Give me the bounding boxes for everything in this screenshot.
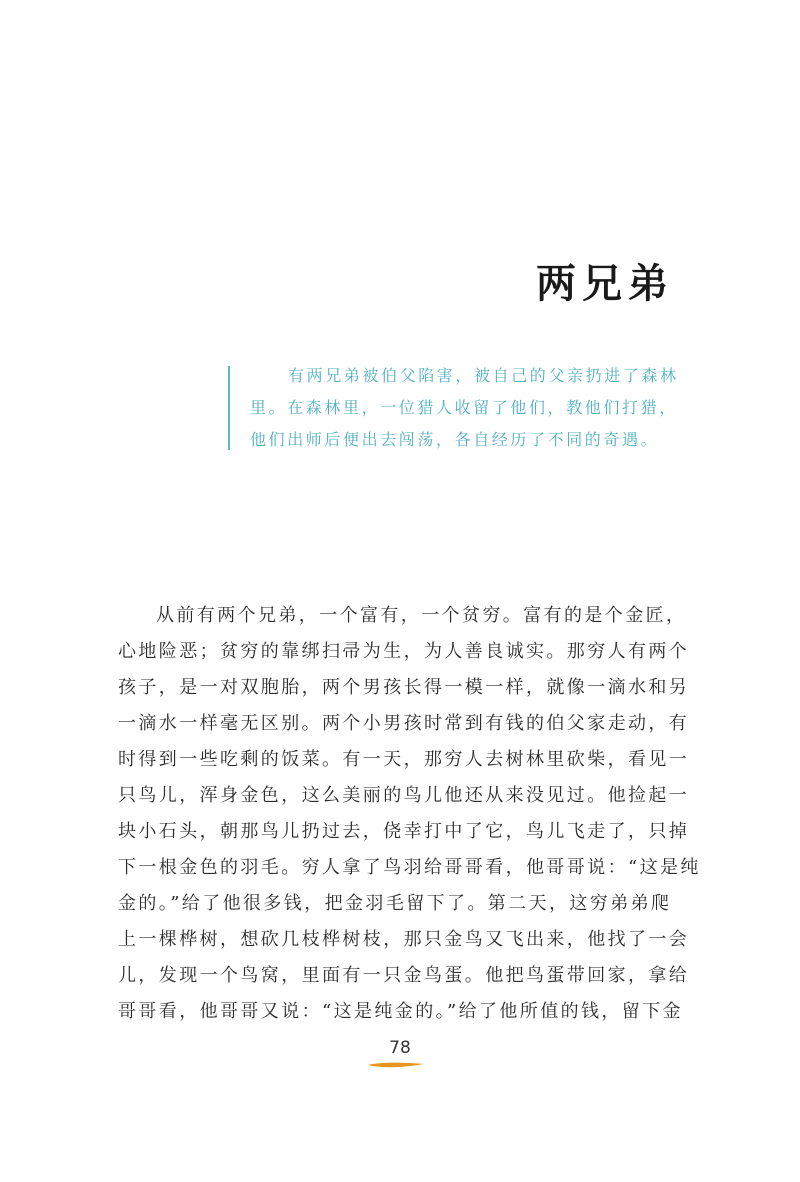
body-line: 下一根金色的羽毛。穷人拿了鸟羽给哥哥看，他哥哥说：“这是纯 bbox=[118, 857, 701, 878]
intro-accent-bar bbox=[228, 366, 230, 450]
chapter-title: 两兄弟 bbox=[536, 261, 674, 307]
chapter-intro bbox=[228, 364, 679, 449]
intro-line: 里。在森林里，一位猎人收留了他们，教他们打猎， bbox=[250, 398, 678, 417]
body-line: 心地险恶；贫穷的靠绑扫帚为生，为人善良诚实。那穷人有两个 bbox=[118, 641, 690, 662]
body-line: 从前有两个兄弟，一个富有，一个贫穷。富有的是个金匠， bbox=[156, 605, 687, 626]
body-line: 儿，发现一个鸟窝，里面有一只金鸟蛋。他把鸟蛋带回家，拿给 bbox=[118, 965, 690, 986]
body-line: 只鸟儿，浑身金色，这么美丽的鸟儿他还从来没见过。他捡起一 bbox=[118, 785, 690, 806]
page-number-swoosh-icon bbox=[366, 1058, 426, 1072]
body-line: 时得到一些吃剩的饭菜。有一天，那穷人去树林里砍柴，看见一 bbox=[118, 749, 690, 770]
body-line: 金的。”给了他很多钱，把金羽毛留下了。第二天，这穷弟弟爬 bbox=[118, 893, 672, 914]
body-line: 块小石头，朝那鸟儿扔过去，侥幸打中了它，鸟儿飞走了，只掉 bbox=[118, 821, 690, 842]
body-line: 上一棵桦树，想砍几枝桦树枝，那只金鸟又飞出来，他找了一会 bbox=[118, 929, 690, 950]
body-line: 孩子，是一对双胞胎，两个男孩长得一模一样，就像一滴水和另 bbox=[118, 677, 690, 698]
intro-line: 他们出师后便出去闯荡，各自经历了不同的奇遇。 bbox=[250, 430, 660, 449]
intro-line: 有两兄弟被伯父陷害，被自己的父亲扔进了森林 bbox=[288, 366, 679, 385]
body-line: 一滴水一样毫无区别。两个小男孩时常到有钱的伯父家走动，有 bbox=[118, 713, 690, 734]
page-number: 78 bbox=[389, 1038, 411, 1058]
body-line: 哥哥看，他哥哥又说：“这是纯金的。”给了他所值的钱，留下金 bbox=[118, 1001, 684, 1022]
